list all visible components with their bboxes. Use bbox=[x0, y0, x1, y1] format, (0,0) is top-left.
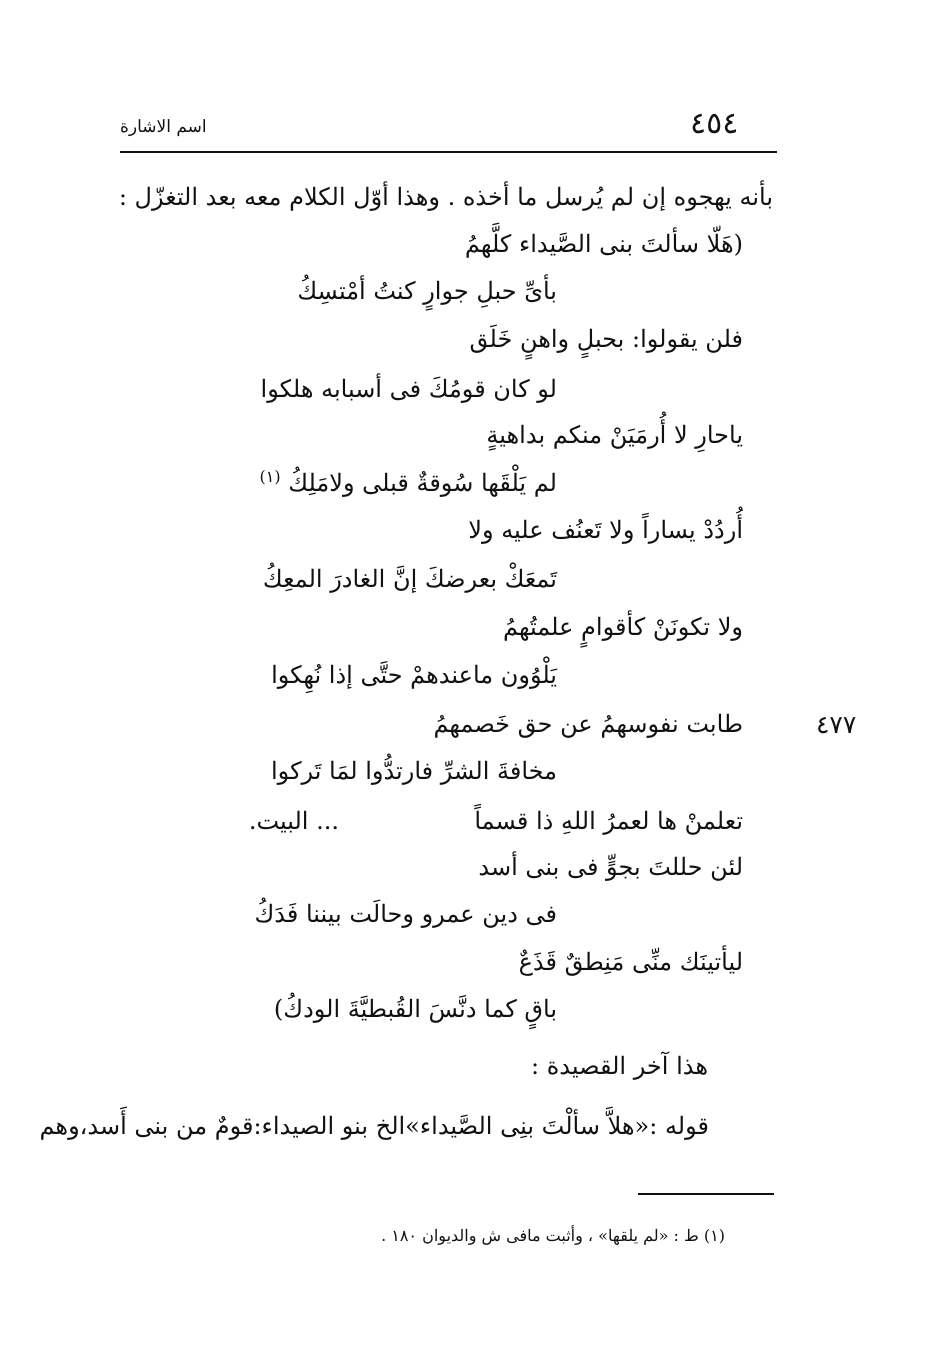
verse-4-first-hemistich: أُردُدْ يساراً ولا تَعنُف عليه ولا bbox=[468, 516, 743, 544]
footnote-marker: (١) bbox=[259, 467, 281, 486]
verse-3-second-text: لم يَلْقَها سُوقةٌ قبلى ولامَلِكُ bbox=[288, 469, 557, 497]
verse-3-second-hemistich bbox=[260, 467, 558, 497]
verse-6-first-hemistich: طابت نفوسهمُ عن حق خَصمهمُ bbox=[433, 710, 743, 738]
verse-2-first-hemistich: فلن يقولوا: بحبلٍ واهنٍ خَلَق bbox=[469, 325, 743, 353]
verse-9-second-hemistich: باقٍ كما دنَّسَ القُبطيَّةَ الودكُ) bbox=[273, 995, 557, 1023]
verse-8-first-hemistich: لئن حللتَ بجوٍّ فى بنى أسد bbox=[478, 853, 743, 881]
header-rule bbox=[120, 151, 777, 153]
ellipsis-note: ... البيت. bbox=[248, 807, 339, 835]
verse-4-second-hemistich: تَمعَكْ بعرضكَ إنَّ الغادرَ المعِكُ bbox=[262, 565, 557, 593]
verse-5-first-hemistich: ولا تكونَنْ كأقوامٍ علمتُهمُ bbox=[503, 613, 743, 641]
verse-1-second-hemistich: بأىِّ حبلِ جوارٍ كنتُ أمْتسِكُ bbox=[297, 277, 557, 305]
verse-8-second-hemistich: فى دين عمرو وحالَت بيننا فَدَكُ bbox=[254, 900, 557, 928]
verse-2-second-hemistich: لو كان قومُكَ فى أسبابه هلكوا bbox=[260, 375, 557, 403]
intro-line: بأنه يهجوه إن لم يُرسل ما أخذه . وهذا أوّل الكلام معه بعد التغزّل : bbox=[118, 183, 773, 211]
commentary-line: قوله :«هلاَّ سألْتَ بنِى الصَّيداء»الخ بنو الصيداء:قومٌ من بنى أَسد،وهم bbox=[39, 1112, 709, 1140]
verse-6-second-hemistich: مخافةَ الشرِّ فارتدُّوا لمَا تَركوا bbox=[271, 757, 557, 785]
running-head: اسم الاشارة bbox=[120, 117, 207, 137]
verse-1-first-hemistich: (هَلّا سألتَ بنى الصَّيداء كلَّهمُ bbox=[464, 230, 743, 258]
footnote-rule bbox=[638, 1193, 774, 1195]
margin-number: ٤٧٧ bbox=[816, 710, 857, 739]
verse-3-first-hemistich: ياحارِ لا أُرمَيَنْ منكم بداهيةٍ bbox=[486, 421, 743, 449]
verse-7-first-hemistich: تعلمنْ ها لعمرُ اللهِ ذا قسماً bbox=[474, 807, 743, 835]
page-number: ٤٥٤ bbox=[690, 106, 739, 141]
closing-line: هذا آخر القصيدة : bbox=[531, 1052, 708, 1080]
verse-9-first-hemistich: ليأتينَك منِّى مَنِطقٌ قَذَعٌ bbox=[518, 948, 743, 976]
verse-5-second-hemistich: يَلْوُون ماعندهمْ حتَّى إذا نُهِكوا bbox=[271, 661, 557, 689]
footnote: (١) ط : «لم يلقها» ، وأثبت مافى ش والديوان ١٨٠ . bbox=[381, 1226, 725, 1245]
